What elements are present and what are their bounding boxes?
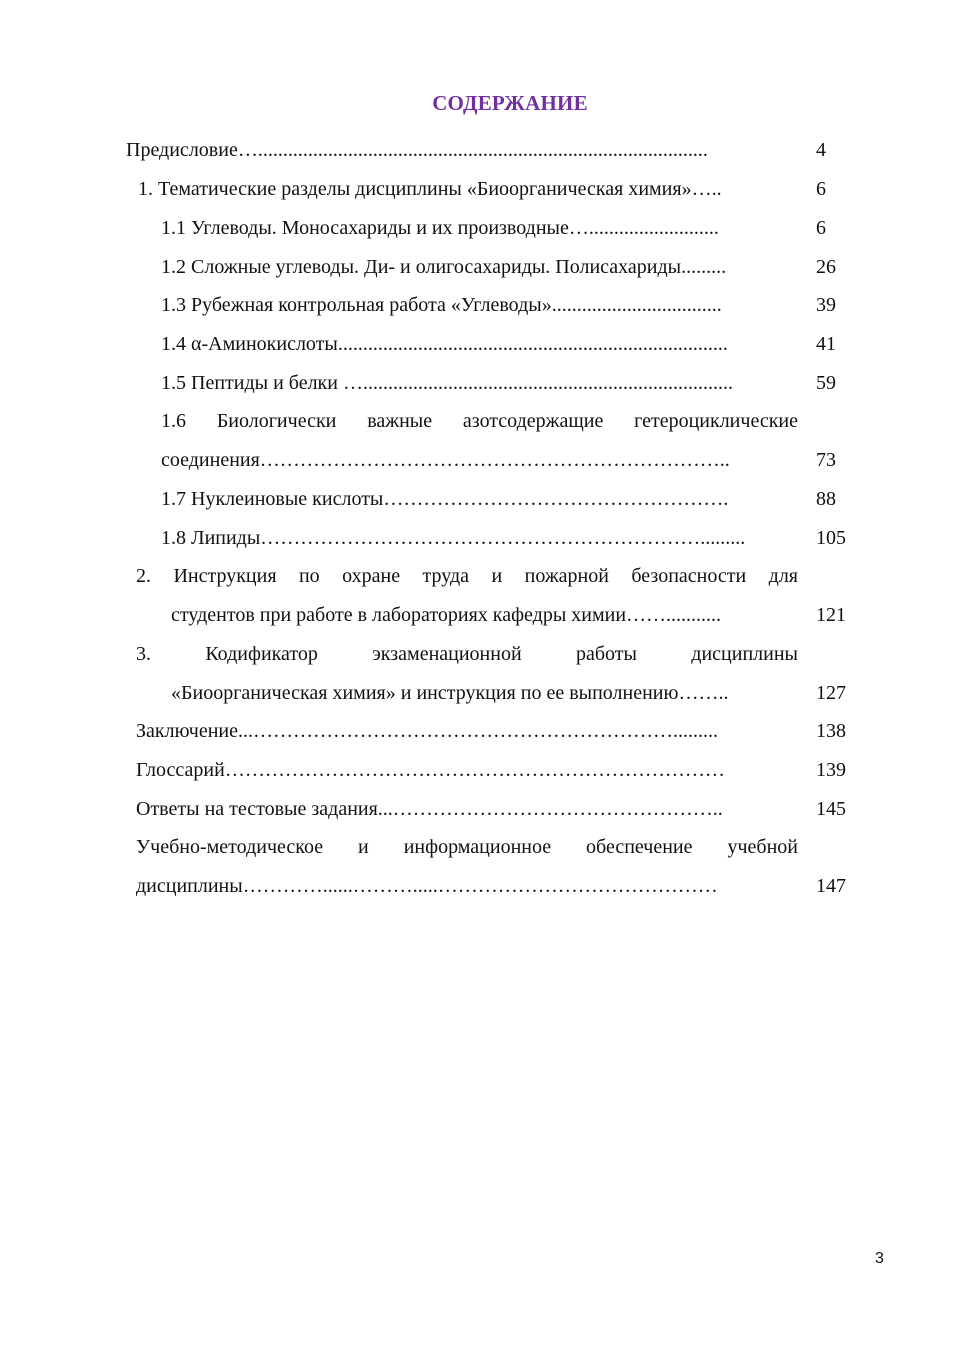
- page-number: 3: [875, 1250, 884, 1267]
- toc-page-number: 138: [816, 720, 846, 742]
- toc-page-number: 121: [816, 604, 846, 626]
- toc-entry-text: Глоссарий…………………………………………………………………: [136, 759, 725, 781]
- toc-page-number: 6: [816, 217, 826, 239]
- toc-title: СОДЕРЖАНИЕ: [432, 91, 588, 115]
- toc-entry-text: 1.2 Сложные углеводы. Ди- и олигосахариды. Полисахариды.........: [161, 256, 727, 278]
- toc-entry-text: соединения……………………………………………………………..: [161, 449, 730, 471]
- toc-page-number: 6: [816, 178, 826, 200]
- toc-page-number: 4: [816, 139, 826, 161]
- toc-page-number: 26: [816, 256, 836, 278]
- toc-page-number: 39: [816, 294, 836, 316]
- toc-entry-text: 1.8 Липиды………………………………………………………….........: [161, 527, 746, 549]
- toc-page-number: 147: [816, 875, 846, 897]
- toc-page-number: 88: [816, 488, 836, 510]
- toc-entry-text: 3. Кодификатор экзаменационной работы дисциплины: [136, 643, 798, 665]
- toc-entry-text: Предисловие…..........................................................................................: [126, 139, 708, 161]
- toc-entry-text: 1.4 α-Аминокислоты..............................................................................: [161, 333, 728, 355]
- toc-entry-text: студентов при работе в лабораториях кафедры химии……...........: [171, 604, 722, 626]
- toc-entry-text: 1. Тематические разделы дисциплины «Биоорганическая химия»…..: [138, 178, 722, 200]
- toc-page-number: 73: [816, 449, 836, 471]
- toc-entry-text: «Биоорганическая химия» и инструкция по ее выполнению……..: [171, 682, 729, 704]
- toc-entry-text: 1.3 Рубежная контрольная работа «Углеводы»..................................: [161, 294, 722, 316]
- toc-entry-text: 1.5 Пептиды и белки …..........................................................................: [161, 372, 733, 394]
- toc-entry-text: Ответы на тестовые задания...…………………………………………..: [136, 798, 723, 820]
- toc-page-number: 41: [816, 333, 836, 355]
- toc-page-number: 127: [816, 682, 846, 704]
- toc-page-number: 59: [816, 372, 836, 394]
- toc-page-number: 105: [816, 527, 846, 549]
- toc-entry-text: Учебно-методическое и информационное обеспечение учебной: [136, 836, 798, 858]
- toc-entry-text: 1.7 Нуклеиновые кислоты…………………………………………….: [161, 488, 729, 510]
- toc-page-number: 139: [816, 759, 846, 781]
- toc-page-number: 145: [816, 798, 846, 820]
- toc-entry-text: 1.1 Углеводы. Моносахариды и их производные…..........................: [161, 217, 719, 239]
- toc-entry-text: 1.6 Биологически важные азотсодержащие гетероциклические: [161, 410, 798, 432]
- toc-entry-text: 2. Инструкция по охране труда и пожарной безопасности для: [136, 565, 798, 587]
- toc-entry-text: Заключение...……………………………………………………….........: [136, 720, 718, 742]
- toc-entry-text: дисциплины…………......……….....……………………………………: [136, 875, 718, 897]
